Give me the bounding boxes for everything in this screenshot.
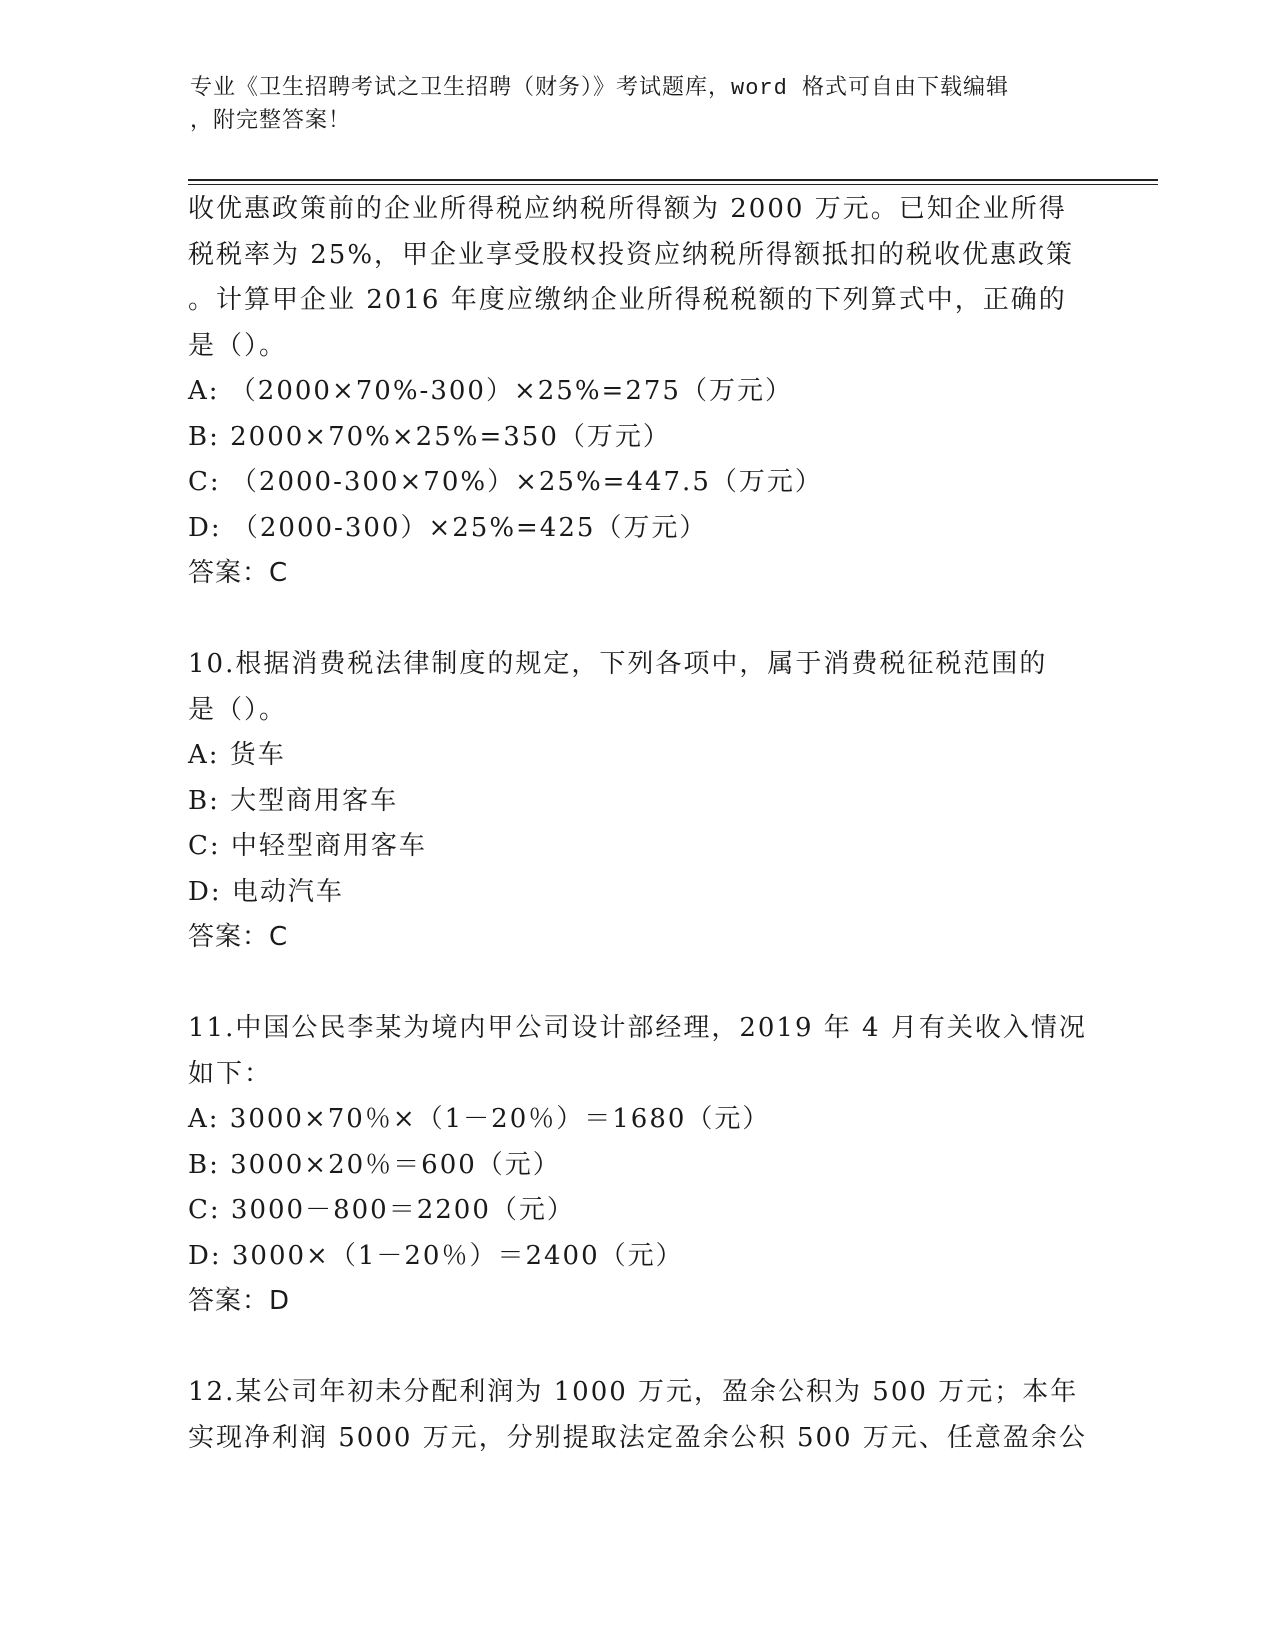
answer: 答案：C — [188, 558, 289, 588]
answer: 答案：D — [188, 1286, 291, 1316]
option-c: C: 中轻型商用客车 — [188, 831, 427, 861]
option-a: A: 货车 — [188, 740, 286, 770]
question-text-line: 收优惠政策前的企业所得税应纳税所得额为 2000 万元。已知企业所得 — [188, 194, 1067, 224]
question-text-line: 是（）。 — [188, 330, 288, 361]
question-text-line: 12.某公司年初未分配利润为 1000 万元，盈余公积为 500 万元；本年 — [188, 1377, 1079, 1407]
option-c: C: （2000-300×70%）×25%=447.5（万元） — [188, 467, 823, 497]
question-text-line: 11.中国公民李某为境内甲公司设计部经理，2019 年 4 月有关收入情况 — [188, 1013, 1087, 1043]
document-header — [190, 72, 1090, 138]
header-line-1: 专业《卫生招聘考试之卫生招聘（财务）》考试题库，word 格式可自由下载编辑 — [190, 76, 1010, 101]
option-c: C: 3000－800＝2200（元） — [188, 1195, 575, 1225]
question-9 — [188, 187, 1088, 597]
option-b: B: 3000×20％＝600（元） — [188, 1149, 561, 1180]
question-text-line: 税税率为 25%，甲企业享受股权投资应纳税所得额抵扣的税收优惠政策 — [188, 239, 1075, 270]
question-12 — [188, 1370, 1088, 1461]
answer: 答案：C — [188, 922, 289, 952]
header-line-2: ，附完整答案！ — [190, 109, 352, 134]
question-text-line: 实现净利润 5000 万元，分别提取法定盈余公积 500 万元、任意盈余公 — [188, 1422, 1087, 1453]
option-d: D: 电动汽车 — [188, 876, 344, 907]
option-d: D: 3000×（1－20％）＝2400（元） — [188, 1240, 684, 1271]
question-text-line: 如下： — [188, 1058, 273, 1089]
option-b: B: 大型商用客车 — [188, 785, 399, 816]
question-text-line: 是（）。 — [188, 694, 288, 725]
question-text-line: 10.根据消费税法律制度的规定，下列各项中，属于消费税征税范围的 — [188, 649, 1048, 679]
question-10 — [188, 642, 1088, 961]
option-b: B: 2000×70%×25%=350（万元） — [188, 421, 671, 452]
header-divider-thick — [188, 179, 1158, 181]
option-a: A: （2000×70%-300）×25%=275（万元） — [188, 376, 793, 406]
header-divider-thin — [188, 184, 1158, 185]
document-body — [188, 187, 1088, 1461]
question-11 — [188, 1006, 1088, 1325]
question-text-line: 。计算甲企业 2016 年度应缴纳企业所得税税额的下列算式中，正确的 — [188, 285, 1067, 315]
option-d: D: （2000-300）×25%=425（万元） — [188, 512, 708, 543]
option-a: A: 3000×70％×（1－20％）＝1680（元） — [188, 1104, 771, 1134]
